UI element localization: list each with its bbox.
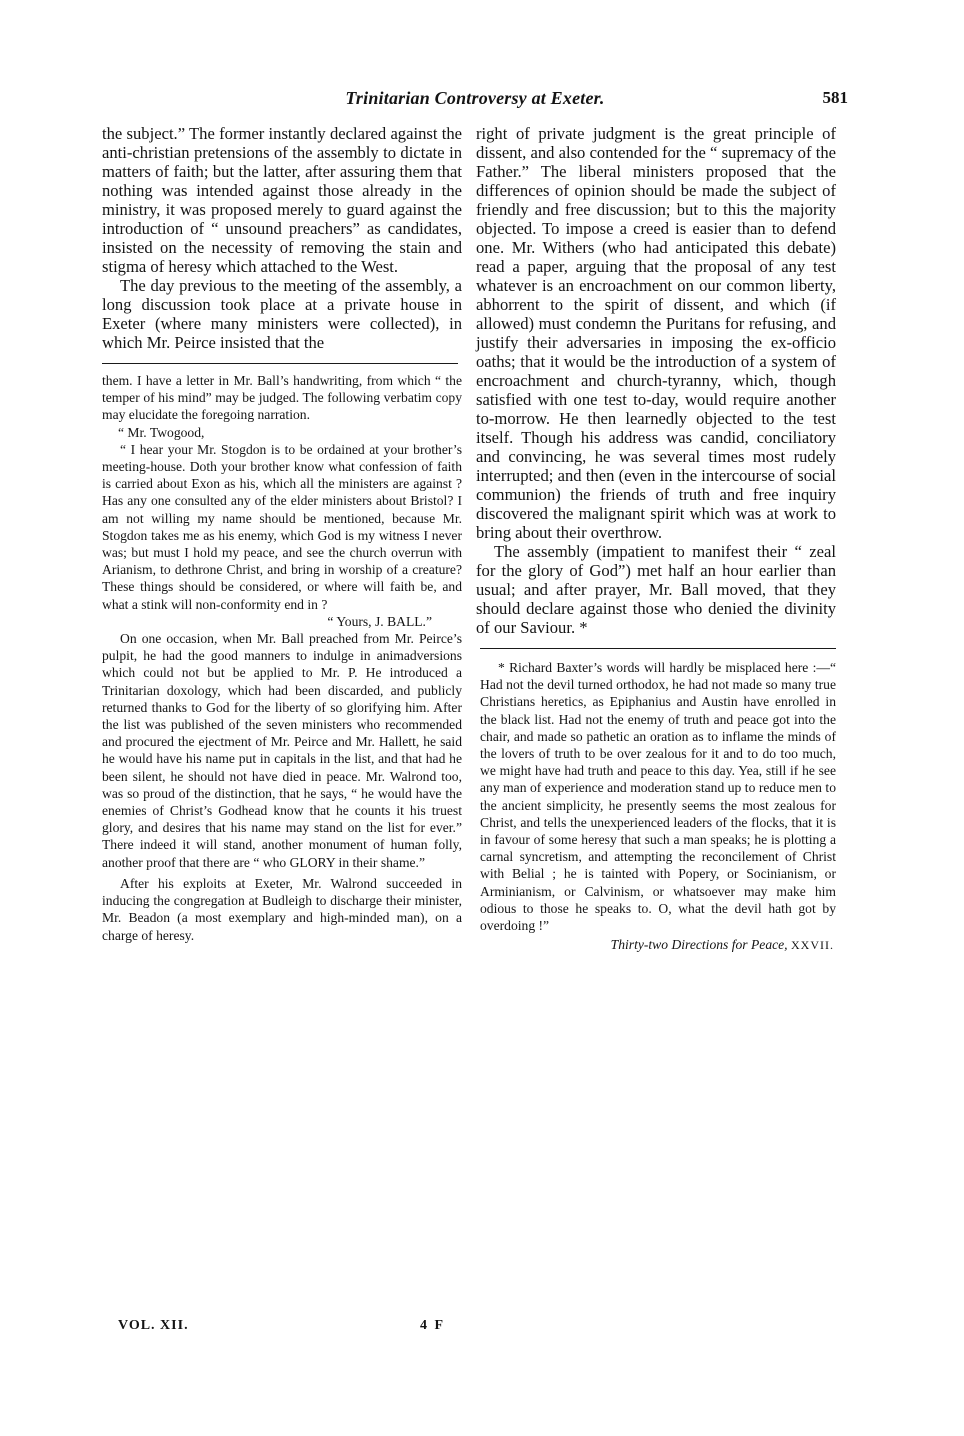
body-paragraph: the subject.” The former instantly declared against the anti-christian pretensions of the assembly to dictate in matters of faith; but the latter, after assuring them that nothing was intended against those already in the ministry, it was proposed merely to guard against the introduction of “ unsound preachers” as candidates, insisted on the necessity of removing the stain and stigma of heresy which attached to the West. bbox=[102, 124, 462, 276]
footnote-paragraph: * Richard Baxter’s words will hardly be misplaced here :—“ Had not the devil turned orthodox, he had not made so many true Christians heretics, as Epiphanius and Austin have enrolled in the black list. Had not the enemy of truth and peace got into the chair, and made so pathetic an oration as to inflame the minds of the lovers of truth to be over zealous for it and to do too much, we might have had truth and peace to this day. Yea, still if he see any man of experience and moderation stand up to reduce men to the ancient simplicity, he presently seems the most zealous for Christ, and tells the unexperienced leaders of the flocks, that it is in favour of some heresy that such a man speaks; he is plotting a carnal syncretism, and attempting the reconcilement of Christ with Belial ; he is tainted with Popery, or Socinianism, or Arminianism, or Calvinism, or whatsoever may make him odious to those he speaks to. O, what the devil hath got by overdoing !” bbox=[480, 660, 836, 934]
footnote-continued bbox=[102, 372, 462, 944]
body-paragraph: The assembly (impatient to manifest their “ zeal for the glory of God”) met half an hour earlier than usual; and after prayer, Mr. Ball moved, that they should declare against those who denied the divinity of our Saviour. * bbox=[476, 542, 836, 637]
footnote-paragraph: them. I have a letter in Mr. Ball’s handwriting, from which “ the temper of his mind” may be judged. The following verbatim copy may elucidate the foregoing narration. bbox=[102, 373, 462, 423]
footnote-paragraph: On one occasion, when Mr. Ball preached from Mr. Peirce’s pulpit, he had the good manners to indulge in animadversions which could not but be applied to Mr. P. He introduced a Trinitarian doxology, which had been discarded, and publicly returned thanks to God for the liberty of so glorifying him. After the list was published of the seven ministers who recommended and procured the ejectment of Mr. Peirce and Mr. Hallett, he said he would have his name put in capitals in the list, and that had he been silent, he should not have died in peace. Mr. Walrond too, was so proud of the distinction, that he says, “ he would have the enemies of Christ’s Godhead know that he counts it his truest glory, and desires that his name may stand on the list for ever.” There indeed it will stand, another monument of human folly, another proof that there are “ who GLORY in their shame.” bbox=[102, 631, 462, 870]
running-title: Trinitarian Controversy at Exeter. bbox=[345, 88, 605, 108]
page-footer bbox=[118, 1318, 458, 1338]
letter-salutation: “ Mr. Twogood, bbox=[118, 424, 205, 440]
footnote-citation bbox=[480, 936, 836, 954]
citation-reference: XXVII. bbox=[791, 938, 834, 953]
footnote bbox=[476, 659, 836, 954]
footnote-divider bbox=[480, 648, 836, 649]
running-header bbox=[102, 88, 848, 114]
footnote-divider bbox=[102, 363, 458, 364]
footnote-paragraph: After his exploits at Exeter, Mr. Walrond succeeded in inducing the congregation at Budleigh to discharge their minister, Mr. Beadon (a most exemplary and high-minded man), on a charge of heresy. bbox=[102, 875, 462, 943]
citation-title: Thirty-two Directions for Peace, bbox=[610, 937, 788, 953]
left-column bbox=[102, 124, 462, 944]
volume-label: VOL. XII. bbox=[118, 1318, 189, 1333]
page-number: 581 bbox=[822, 88, 848, 107]
body-paragraph: right of private judgment is the great principle of dissent, and also contended for the “ supremacy of the Father.” The liberal ministers proposed that the differences of opinion should be made the subject of friendly and free discussion; but to this the majority objected. To impose a creed is easier than to defend one. Mr. Withers (who had anticipated this debate) read a paper, arguing that the proposal of any test whatever is an encroachment on our common liberty, abhorrent to the spirit of dissent, and which (if allowed) must condemn the Puritans for refusing, and justify their adversaries in imposing the ex-officio oaths; that it would be the introduction of a system of encroachment and church-tyranny, which, though satisfied with one test to-day, would require another to-morrow. He then learnedly objected to the test itself. Though his address was candid, conciliatory and convincing, he was several times most rudely interrupted; and then (even in the intercourse of social communion) the friends of truth and free inquiry discovered the malignant spirit which was at work to bring about their overthrow. bbox=[476, 124, 836, 542]
body-paragraph: The day previous to the meeting of the assembly, a long discussion took place at a private house in Exeter (where many ministers were collected), in which Mr. Peirce insisted that the bbox=[102, 276, 462, 352]
right-column bbox=[476, 124, 836, 954]
letter-signoff: “ Yours, J. BALL.” bbox=[327, 613, 432, 629]
signature-mark: 4 F bbox=[420, 1318, 446, 1333]
letter-body: “ I hear your Mr. Stogdon is to be ordained at your brother’s meeting-house. Doth your brother know what confession of faith is carried about Exon as his, which all the ministers are against ? Has any one consulted any of the elder ministers about Bristol? I am not willing my name should be mentioned, because Mr. Stogdon takes me as his enemy, which God is my witness I never was; but must I hold my peace, and see the church overrun with Arianism, to dethrone Christ, and bring in worship of a creature? These things should be considered, or where will faith be, and what a stink will non-conformity end in ? bbox=[102, 441, 462, 612]
